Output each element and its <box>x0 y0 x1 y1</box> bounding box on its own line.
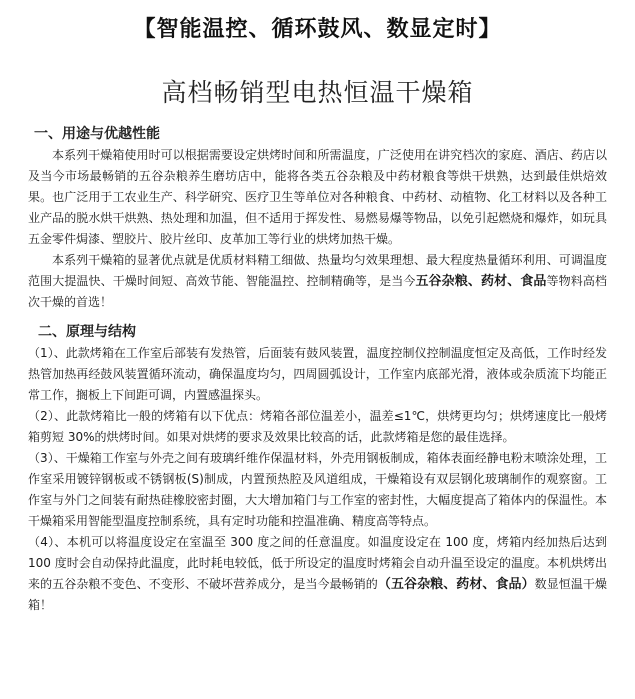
section-heading-uses: 一、用途与优越性能 <box>34 126 160 142</box>
principle-item-4-highlight: （五谷杂粮、药材、食品） <box>377 577 535 592</box>
advantages-text: 本系列干燥箱的显著优点就是优质材料精工细做、热量均匀效果理想、最大程度热量循环利用、可调温度范围大提温快、干燥时间短、高效节能、智能温控、控制精确等，是当今 <box>28 253 607 288</box>
principle-item-4-text: （4）、本机可以将温度设定在室温至 300 度之间的任意温度。如温度设定在 100 度，烤箱内经加热后达到 100 度时会自动保持此温度，此时耗电较低，低于所设定的温度时烤箱会自动升温至设定的温度。本机烘烤出来的五谷杂粮不变色、不变形、不破坏营养成分，是当今最畅销的 <box>28 535 607 591</box>
principle-item-3: （3）、干燥箱工作室与外壳之间有玻璃纤维作保温材料，外壳用钢板制成，箱体表面经静电粉末喷涂处理，工作室采用镀锌钢板或不锈钢板(S)制成，内置预热腔及风道组成，干燥箱设有双层钢化玻璃制作的观察窗。工作室与外门之间装有耐热硅橡胶密封圈，大大增加箱门与工作室的密封性，大幅度提高了箱体内的保温性。本干燥箱采用智能型温度控制系统，具有定时功能和控温准确、精度高等特点。 <box>28 451 607 528</box>
feature-banner: 【智能温控、循环鼓风、数显定时】 <box>133 17 502 42</box>
advantages-highlight: 五谷杂粮、药材、食品 <box>415 274 547 289</box>
principle-item-1: （1）、此款烤箱在工作室后部装有发热管，后面装有鼓风装置，温度控制仪控制温度恒定及高低，工作时经发热管加热再经鼓风装置循环流动，确保温度均匀，四周圆弧设计，工作室内底部光滑，液体或杂质流下均能正常工作，搁板上下间距可调，内置感温探头。 <box>28 346 607 402</box>
section-heading-principle: 二、原理与结构 <box>38 324 136 340</box>
product-title: 高档畅销型电热恒温干燥箱 <box>161 78 474 107</box>
advantages-paragraph <box>28 250 607 313</box>
uses-paragraph: 本系列干燥箱使用时可以根据需要设定烘烤时间和所需温度，广泛使用在讲究档次的家庭、酒店、药店以及当今市场最畅销的五谷杂粮养生磨坊店中，能将各类五谷杂粮及中药材粮食等烘干烘熟，达到最佳烘焙效果。也广泛用于工农业生产、科学研究、医疗卫生等单位对各种粮食、中药材、动植物、化工材料以及各种工业产品的脱水烘干烘熟、热处理和加温，但不适用于挥发性、易燃易爆等物品，以免引起燃烧和爆炸，如玩具五金零件焗漆、塑胶片、胶片丝印、皮革加工等行业的烘烤加热干燥。 <box>28 148 607 246</box>
advantages-ending: 等物料高档次干燥的首选！ <box>28 274 607 309</box>
principle-item-4 <box>28 532 607 616</box>
principle-item-2: （2）、此款烤箱比一般的烤箱有以下优点：烤箱各部位温差小，温差≤1℃，烘烤更均匀；烘烤速度比一般烤箱剪短 30%的烘烤时间。如果对烘烤的要求及效果比较高的话，此款烤箱是您的最佳选择。 <box>28 409 607 444</box>
principle-item-4-ending: 数显恒温干燥箱！ <box>28 577 607 612</box>
